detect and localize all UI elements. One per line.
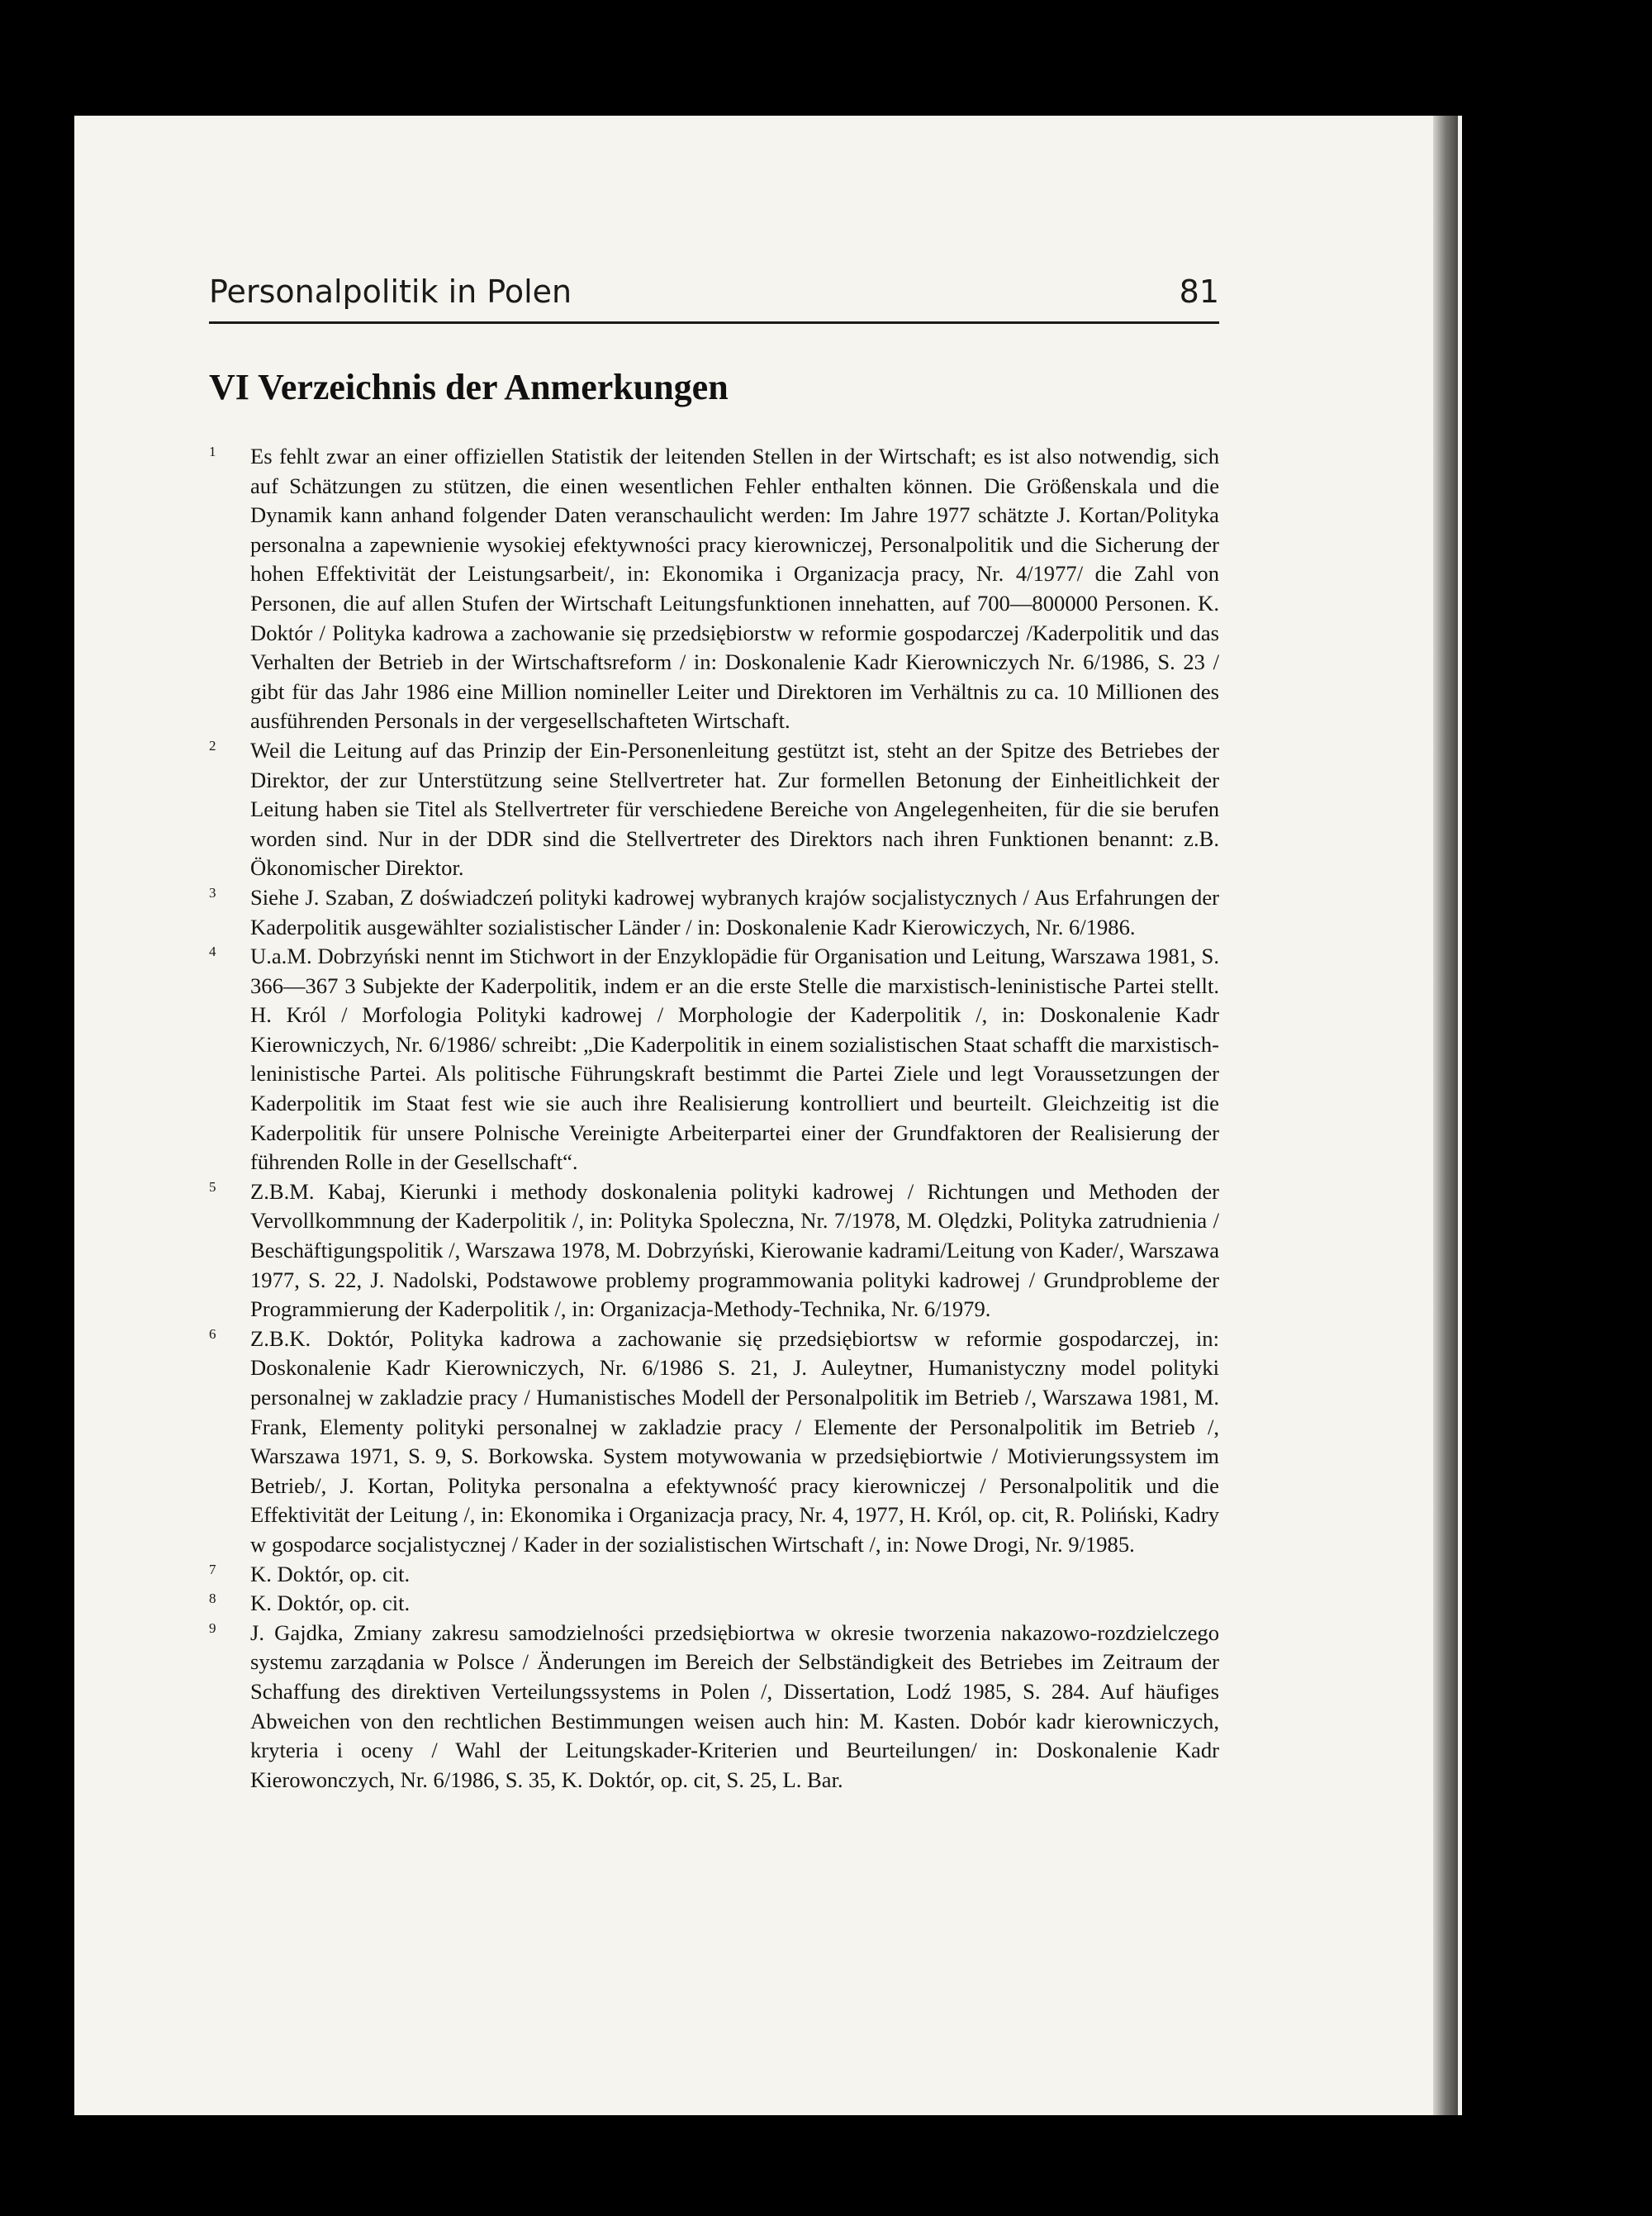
note-number: 1	[209, 444, 216, 459]
note-5	[209, 1177, 1219, 1324]
note-text: Siehe J. Szaban, Z doświadczeń polityki kadrowej wybranych krajów socjalistycznych / Aus Erfahrungen der Kaderpolitik ausgewählter sozialistischer Länder / in: Doskonalenie Kadr Kierowiczych, Nr. 6/1986.	[250, 884, 1219, 939]
note-7	[209, 1560, 1219, 1590]
note-number: 4	[209, 944, 216, 960]
page-number: 81	[1179, 273, 1219, 310]
note-text: J. Gajdka, Zmiany zakresu samodzielności przedsiębiortwa w okresie tworzenia nakazowo-rozdzielczego systemu zarządania w Polsce / Änderungen im Bereich der Selbständigkeit des Betriebes im Zeitraum der Schaffung des direktiven Verteilungssystems in Polen /, Dissertation, Lodź 1985, S. 284. Auf häufiges Abweichen von den rechtlichen Bestimmungen weisen auch hin: M. Kasten. Dobór kadr kierowniczych, kryteria i oceny / Wahl der Leitungskader-Kriterien und Beurteilungen/ in: Doskonalenie Kadr Kierowonczych, Nr. 6/1986, S. 35, K. Doktór, op. cit, S. 25, L. Bar.	[250, 1619, 1219, 1792]
note-text: Es fehlt zwar an einer offiziellen Statistik der leitenden Stellen in der Wirtschaft; es ist also notwendig, sich auf Schätzungen zu stützen, die einen wesentlichen Fehler enthalten können. Die Größenskala und die Dynamik kann anhand folgender Daten veranschaulicht werden: Im Jahre 1977 schätzte J. Kortan/Polityka personalna a zapewnienie wysokiej efektywności pracy kierowniczej, Personalpolitik und die Sicherung der hohen Effektivität der Leistungsarbeit/, in: Ekonomika i Organizacja pracy, Nr. 4/1977/ die Zahl von Personen, die auf allen Stufen der Wirtschaft Leitungsfunktionen innehatten, auf 700—800000 Personen. K. Doktór / Polityka kadrowa a zachowanie się przedsiębiorstw w reformie gospodarczej /Kaderpolitik und das Verhalten der Betrieb in der Wirtschaftsreform / in: Doskonalenie Kadr Kierowniczych Nr. 6/1986, S. 23 / gibt für das Jahr 1986 eine Million nomineller Leiter und Direktoren im Verhältnis zu ca. 10 Millionen des ausführenden Personals in der vergesellschafteten Wirtschaft.	[250, 444, 1219, 734]
note-3	[209, 883, 1219, 942]
note-9	[209, 1619, 1219, 1795]
section-heading: VI Verzeichnis der Anmerkungen	[209, 367, 729, 407]
note-text: Weil die Leitung auf das Prinzip der Ein-Personenleitung gestützt ist, steht an der Spitze des Betriebes der Direktor, der zur Unterstützung seine Stellvertreter hat. Zur formellen Betonung der Einheitlichkeit der Leitung haben sie Titel als Stellvertreter für verschiedene Bereiche von Angelegenheiten, für die sie berufen worden sind. Nur in der DDR sind die Stellvertreter des Direktors nach ihren Funktionen benannt: z.B. Ökonomischer Direktor.	[250, 737, 1219, 881]
note-number: 2	[209, 737, 216, 754]
running-head-title: Personalpolitik in Polen	[209, 273, 572, 310]
note-2	[209, 736, 1219, 883]
note-number: 3	[209, 884, 216, 901]
note-1	[209, 442, 1219, 736]
note-number: 7	[209, 1561, 216, 1577]
note-text: Z.B.K. Doktór, Polityka kadrowa a zachowanie się przedsiębiortsw w reformie gospodarczej, in: Doskonalenie Kadr Kierowniczych, Nr. 6/1986 S. 21, J. Auleytner, Humanistyczny model polityki personalnej w zakladzie pracy / Humanistisches Modell der Personalpolitik im Betrieb /, Warszawa 1981, M. Frank, Elementy polityki personalnej w zakladzie pracy / Elemente der Personalpolitik im Betrieb /, Warszawa 1971, S. 9, S. Borkowska. System motywowania w przedsiębiortwie / Motivierungssystem im Betrieb/, J. Kortan, Polityka personalna a efektywność pracy kierowniczej / Personalpolitik und die Effektivität der Leitung /, in: Ekonomika i Organizacja pracy, Nr. 4, 1977, H. Król, op. cit, R. Poliński, Kadry w gospodarce socjalistycznej / Kader in der sozialistischen Wirtschaft /, in: Nowe Drogi, Nr. 9/1985.	[250, 1325, 1219, 1557]
note-number: 8	[209, 1591, 216, 1607]
note-number: 5	[209, 1178, 216, 1195]
header-rule	[209, 321, 1219, 324]
note-4	[209, 942, 1219, 1177]
note-number: 6	[209, 1325, 216, 1342]
note-6	[209, 1324, 1219, 1560]
note-text: K. Doktór, op. cit.	[250, 1591, 411, 1616]
notes-list	[209, 442, 1219, 1795]
note-8	[209, 1589, 1219, 1619]
running-head	[209, 267, 1219, 325]
page-edge	[1433, 116, 1458, 2115]
note-number: 9	[209, 1619, 216, 1636]
note-text: Z.B.M. Kabaj, Kierunki i methody doskonalenia polityki kadrowej / Richtungen und Methoden der Vervollkommnung der Kaderpolitik /, in: Polityka Spoleczna, Nr. 7/1978, M. Olędzki, Polityka zatrudnienia / Beschäftigungspolitik /, Warszawa 1978, M. Dobrzyński, Kierowanie kadrami/Leitung von Kader/, Warszawa 1977, S. 22, J. Nadolski, Podstawowe problemy programmowania polityki kadrowej / Grundprobleme der Programmierung der Kaderpolitik /, in: Organizacja-Methody-Technika, Nr. 6/1979.	[250, 1178, 1219, 1322]
note-text: K. Doktór, op. cit.	[250, 1561, 411, 1586]
note-text: U.a.M. Dobrzyński nennt im Stichwort in der Enzyklopädie für Organisation und Leitung, Warszawa 1981, S. 366—367 3 Subjekte der Kaderpolitik, indem er an die erste Stelle die marxistisch-leninistische Partei stellt. H. Król / Morfologia Polityki kadrowej / Morphologie der Kaderpolitik /, in: Doskonalenie Kadr Kierowniczych, Nr. 6/1986/ schreibt: „Die Kaderpolitik in einem sozialistischen Staat schafft die marxistisch-leninistische Partei. Als politische Führungskraft bestimmt die Partei Ziele und legt Voraussetzungen der Kaderpolitik im Staat fest wie sie auch ihre Realisierung kontrolliert und beurteilt. Gleichzeitig ist die Kaderpolitik für unsere Polnische Vereinigte Arbeiterpartei einer der Grundfaktoren der Realisierung der führenden Rolle in der Gesellschaft“.	[250, 944, 1219, 1175]
